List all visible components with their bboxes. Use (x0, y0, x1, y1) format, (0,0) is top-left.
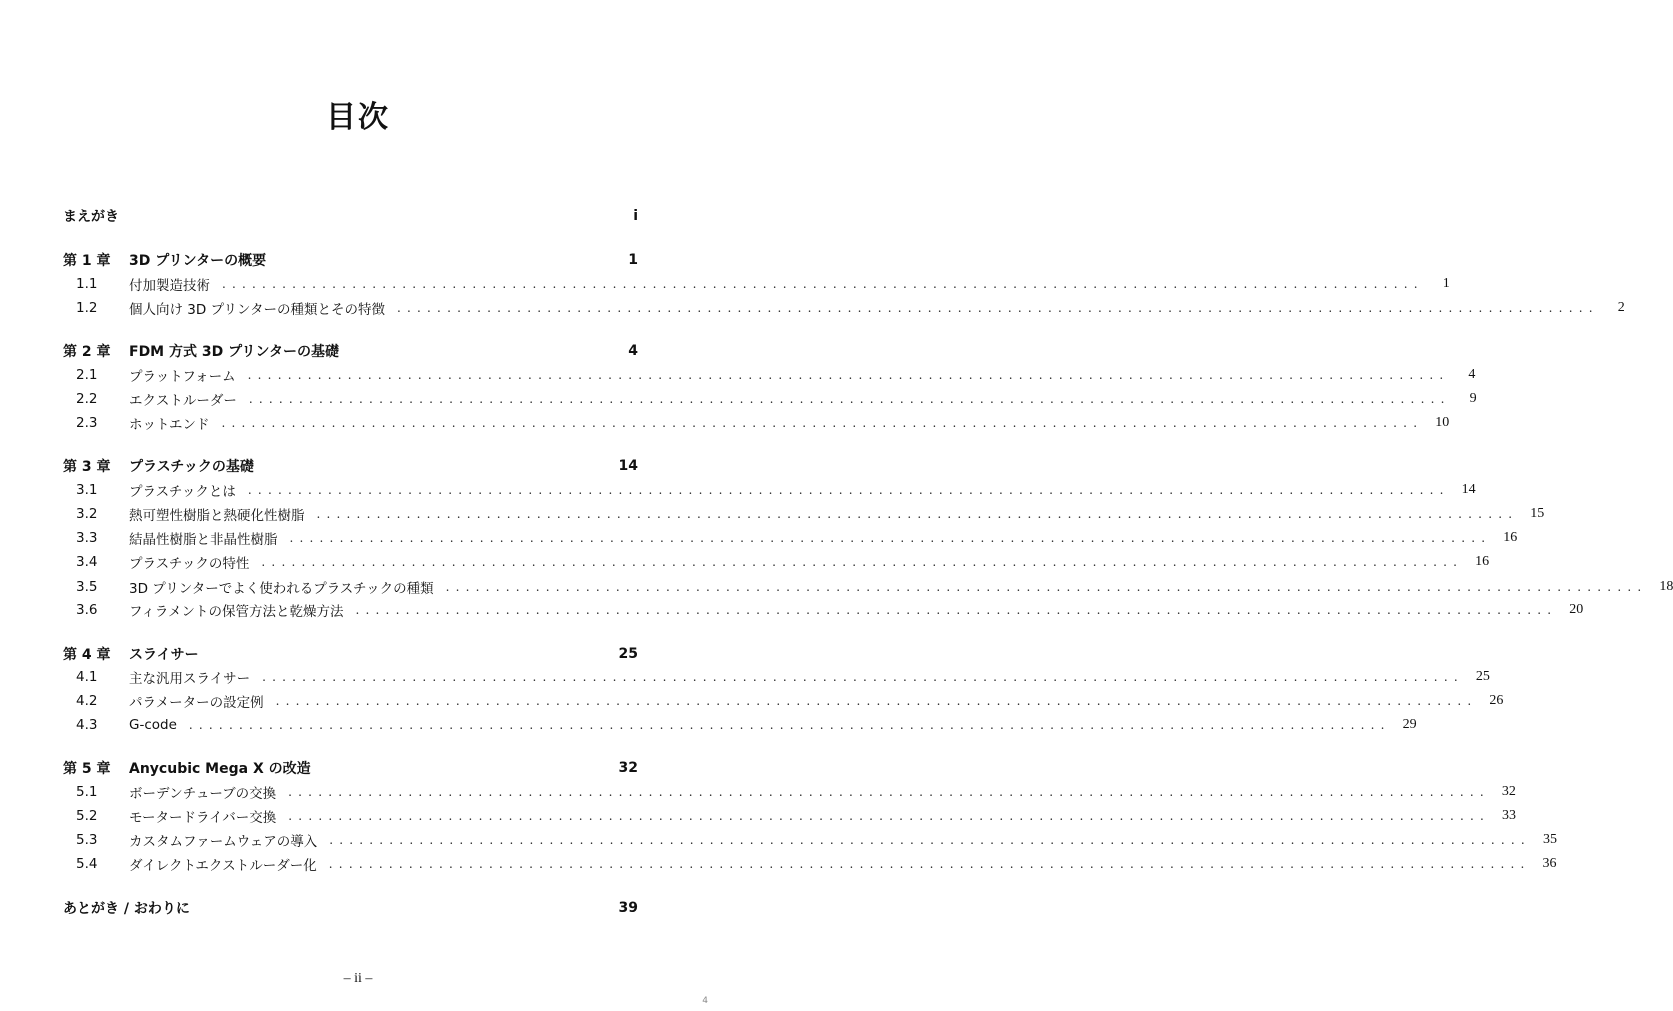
toc-page-number: 29 (1402, 717, 1417, 732)
chapter-number: 第 1 章 (63, 253, 111, 269)
section-number: 4.3 (76, 717, 98, 733)
toc-page-number: 10 (1435, 415, 1450, 430)
corner-page-number: 4 (702, 996, 708, 1006)
toc-section[interactable] (63, 503, 1545, 525)
toc-page-number: 33 (1502, 808, 1517, 823)
toc-afterword[interactable] (63, 897, 638, 919)
chapter-title: スライサー (129, 647, 199, 663)
section-number: 2.2 (76, 391, 98, 407)
toc-page-number: 26 (1489, 693, 1504, 708)
section-number: 2.1 (76, 367, 98, 383)
section-number: 4.1 (76, 669, 98, 685)
chapter-number: 第 2 章 (63, 344, 111, 360)
toc-section[interactable] (63, 527, 1518, 549)
section-title: フィラメントの保管方法と乾燥方法 (129, 604, 344, 620)
section-number: 1.2 (76, 300, 98, 316)
toc-section[interactable] (63, 781, 1516, 803)
toc-page-number: 25 (618, 646, 638, 662)
section-title: カスタムファームウェアの導入 (129, 834, 318, 850)
toc-page-number: 1 (1442, 276, 1450, 291)
chapter-title: 3D プリンターの概要 (129, 253, 267, 269)
toc-section[interactable] (63, 805, 1517, 827)
chapter-number: 第 5 章 (63, 761, 111, 777)
dot-leader: ........................................................................................................................ (355, 603, 1558, 617)
toc-section[interactable] (63, 551, 1490, 573)
section-number: 3.6 (76, 602, 98, 618)
section-number: 5.4 (76, 856, 98, 872)
toc-section[interactable] (63, 690, 1504, 712)
section-number: 5.3 (76, 832, 98, 848)
toc-page-number: 32 (618, 760, 638, 776)
section-title: パラメーターの設定例 (129, 695, 264, 711)
toc-chapter[interactable] (63, 249, 638, 271)
toc-page-number: 39 (618, 900, 638, 916)
toc-page-number: 2 (1617, 300, 1625, 315)
chapter-title: Anycubic Mega X の改造 (129, 761, 311, 777)
section-title: モータードライバー交換 (129, 810, 277, 826)
toc-page-number: 16 (1503, 530, 1518, 545)
toc-section[interactable] (63, 576, 1673, 598)
dot-leader: ........................................................................................................................ (247, 368, 1450, 382)
section-number: 5.1 (76, 784, 98, 800)
section-number: 2.3 (76, 415, 98, 431)
toc-section[interactable] (63, 853, 1557, 875)
toc-section[interactable] (63, 714, 1417, 736)
section-title: 3D プリンターでよく使われるプラスチックの種類 (129, 581, 434, 597)
dot-leader: ........................................................................................................................ (221, 416, 1424, 430)
dot-leader: ........................................................................................................................ (275, 694, 1478, 708)
toc-section[interactable] (63, 412, 1450, 434)
toc-page-number: 32 (1501, 784, 1516, 799)
toc-page-number: 18 (1659, 579, 1673, 594)
section-number: 3.5 (76, 579, 98, 595)
toc-afterword-label: あとがき / おわりに (63, 901, 190, 917)
toc-chapter[interactable] (63, 340, 638, 362)
section-title: 熱可塑性樹脂と熱硬化性樹脂 (129, 508, 305, 524)
toc-section[interactable] (63, 666, 1490, 688)
section-number: 5.2 (76, 808, 98, 824)
dot-leader: ........................................................................................................................ (397, 301, 1599, 315)
toc-section[interactable] (63, 599, 1584, 621)
section-title: G-code (129, 717, 177, 733)
toc-page-number: 4 (1468, 367, 1476, 382)
section-number: 3.3 (76, 530, 98, 546)
toc-chapter[interactable] (63, 455, 638, 477)
chapter-number: 第 3 章 (63, 459, 111, 475)
toc-page-number: 35 (1542, 832, 1557, 847)
toc-page-number: 1 (628, 252, 638, 268)
toc-page-number: 20 (1569, 602, 1584, 617)
dot-leader: ........................................................................................................................ (329, 833, 1531, 847)
toc-section[interactable] (63, 829, 1557, 851)
toc-preface-label: まえがき (63, 209, 119, 225)
toc-page-number: i (633, 208, 638, 224)
toc-title: 目次 (326, 100, 390, 135)
dot-leader: ........................................................................................................................ (262, 670, 1464, 684)
section-title: ホットエンド (129, 417, 210, 433)
dot-leader: ........................................................................................................................ (288, 785, 1490, 799)
toc-section[interactable] (63, 297, 1625, 319)
section-number: 4.2 (76, 693, 98, 709)
section-number: 3.1 (76, 482, 98, 498)
toc-page-number: 14 (1461, 482, 1476, 497)
dot-leader: ........................................................................................................................ (288, 809, 1491, 823)
dot-leader: ........................................................................................................................ (261, 555, 1464, 569)
dot-leader: ........................................................................................................................ (247, 483, 1450, 497)
dot-leader: ........................................................................................................................ (328, 857, 1531, 871)
section-number: 3.2 (76, 506, 98, 522)
section-title: 付加製造技術 (129, 278, 210, 294)
toc-page-number: 9 (1469, 391, 1477, 406)
chapter-title: FDM 方式 3D プリンターの基礎 (129, 344, 339, 360)
toc-page-number: 14 (618, 458, 638, 474)
dot-leader: ........................................................................................................................ (316, 507, 1519, 521)
section-number: 1.1 (76, 276, 98, 292)
section-title: 結晶性樹脂と非晶性樹脂 (129, 532, 278, 548)
section-title: プラスチックの特性 (129, 556, 250, 572)
toc-chapter[interactable] (63, 643, 638, 665)
dot-leader: ........................................................................................................................ (445, 580, 1648, 594)
toc-page-number: 16 (1475, 554, 1490, 569)
toc-page-number: 36 (1542, 856, 1557, 871)
toc-section[interactable] (63, 479, 1476, 501)
chapter-title: プラスチックの基礎 (129, 459, 254, 475)
toc-page-number: 15 (1530, 506, 1545, 521)
chapter-number: 第 4 章 (63, 647, 111, 663)
toc-section[interactable] (63, 364, 1476, 386)
dot-leader: ........................................................................................................................ (289, 531, 1492, 545)
dot-leader: ........................................................................................................................ (222, 277, 1424, 291)
section-title: 主な汎用スライサー (129, 671, 251, 687)
dot-leader: ........................................................................................................................ (188, 718, 1391, 732)
dot-leader: ........................................................................................................................ (248, 392, 1451, 406)
toc-section[interactable] (63, 388, 1477, 410)
toc-page-number: 25 (1475, 669, 1490, 684)
page-footer: – ii – (343, 971, 373, 986)
toc-preface[interactable] (63, 205, 638, 227)
section-title: ダイレクトエクストルーダー化 (129, 858, 317, 874)
toc-section[interactable] (63, 273, 1450, 295)
section-title: プラスチックとは (129, 484, 236, 500)
section-title: プラットフォーム (129, 369, 236, 385)
toc-chapter[interactable] (63, 757, 638, 779)
section-title: ボーデンチューブの交換 (129, 786, 277, 802)
toc-page-number: 4 (628, 343, 638, 359)
section-title: エクストルーダー (129, 393, 237, 409)
section-title: 個人向け 3D プリンターの種類とその特徴 (129, 302, 385, 318)
section-number: 3.4 (76, 554, 98, 570)
